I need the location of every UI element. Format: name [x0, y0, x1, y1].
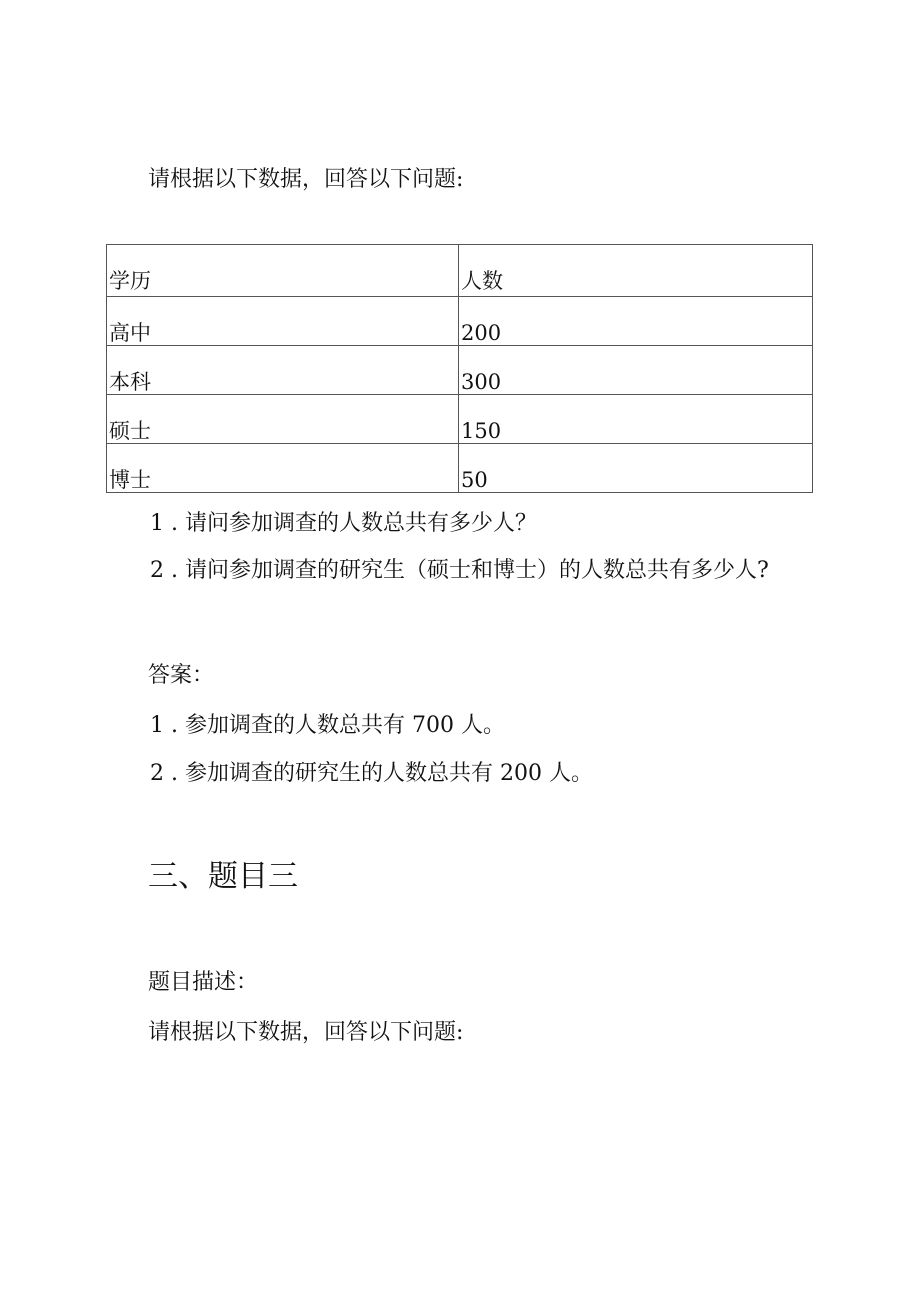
cell-count: 150 [459, 395, 813, 444]
cell-education: 博士 [107, 444, 459, 493]
table-row [107, 444, 813, 493]
cell-education: 本科 [107, 346, 459, 395]
table-row [107, 346, 813, 395]
cell-count: 200 [459, 297, 813, 346]
answer-heading: 答案： [148, 663, 215, 688]
cell-education: 硕士 [107, 395, 459, 444]
answer-2: 2 . 参加调查的研究生的人数总共有 200 人。 [150, 761, 593, 786]
question-1: 1 . 请问参加调查的人数总共有多少人？ [150, 511, 537, 536]
table-header-row [107, 245, 813, 297]
answer-1: 1 . 参加调查的人数总共有 700 人。 [150, 713, 505, 738]
cell-count: 50 [459, 444, 813, 493]
header-education: 学历 [107, 245, 459, 297]
education-table [106, 244, 813, 493]
cell-education: 高中 [107, 297, 459, 346]
intro-text: 请根据以下数据，回答以下问题: [148, 167, 464, 192]
section-heading: 三、题目三 [148, 859, 298, 894]
question-2: 2 . 请问参加调查的研究生（硕士和博士）的人数总共有多少人? [150, 558, 769, 583]
header-count: 人数 [459, 245, 813, 297]
description-heading: 题目描述： [148, 970, 259, 995]
cell-count: 300 [459, 346, 813, 395]
table-row [107, 297, 813, 346]
table-row [107, 395, 813, 444]
intro-text-repeat: 请根据以下数据，回答以下问题: [148, 1020, 464, 1045]
